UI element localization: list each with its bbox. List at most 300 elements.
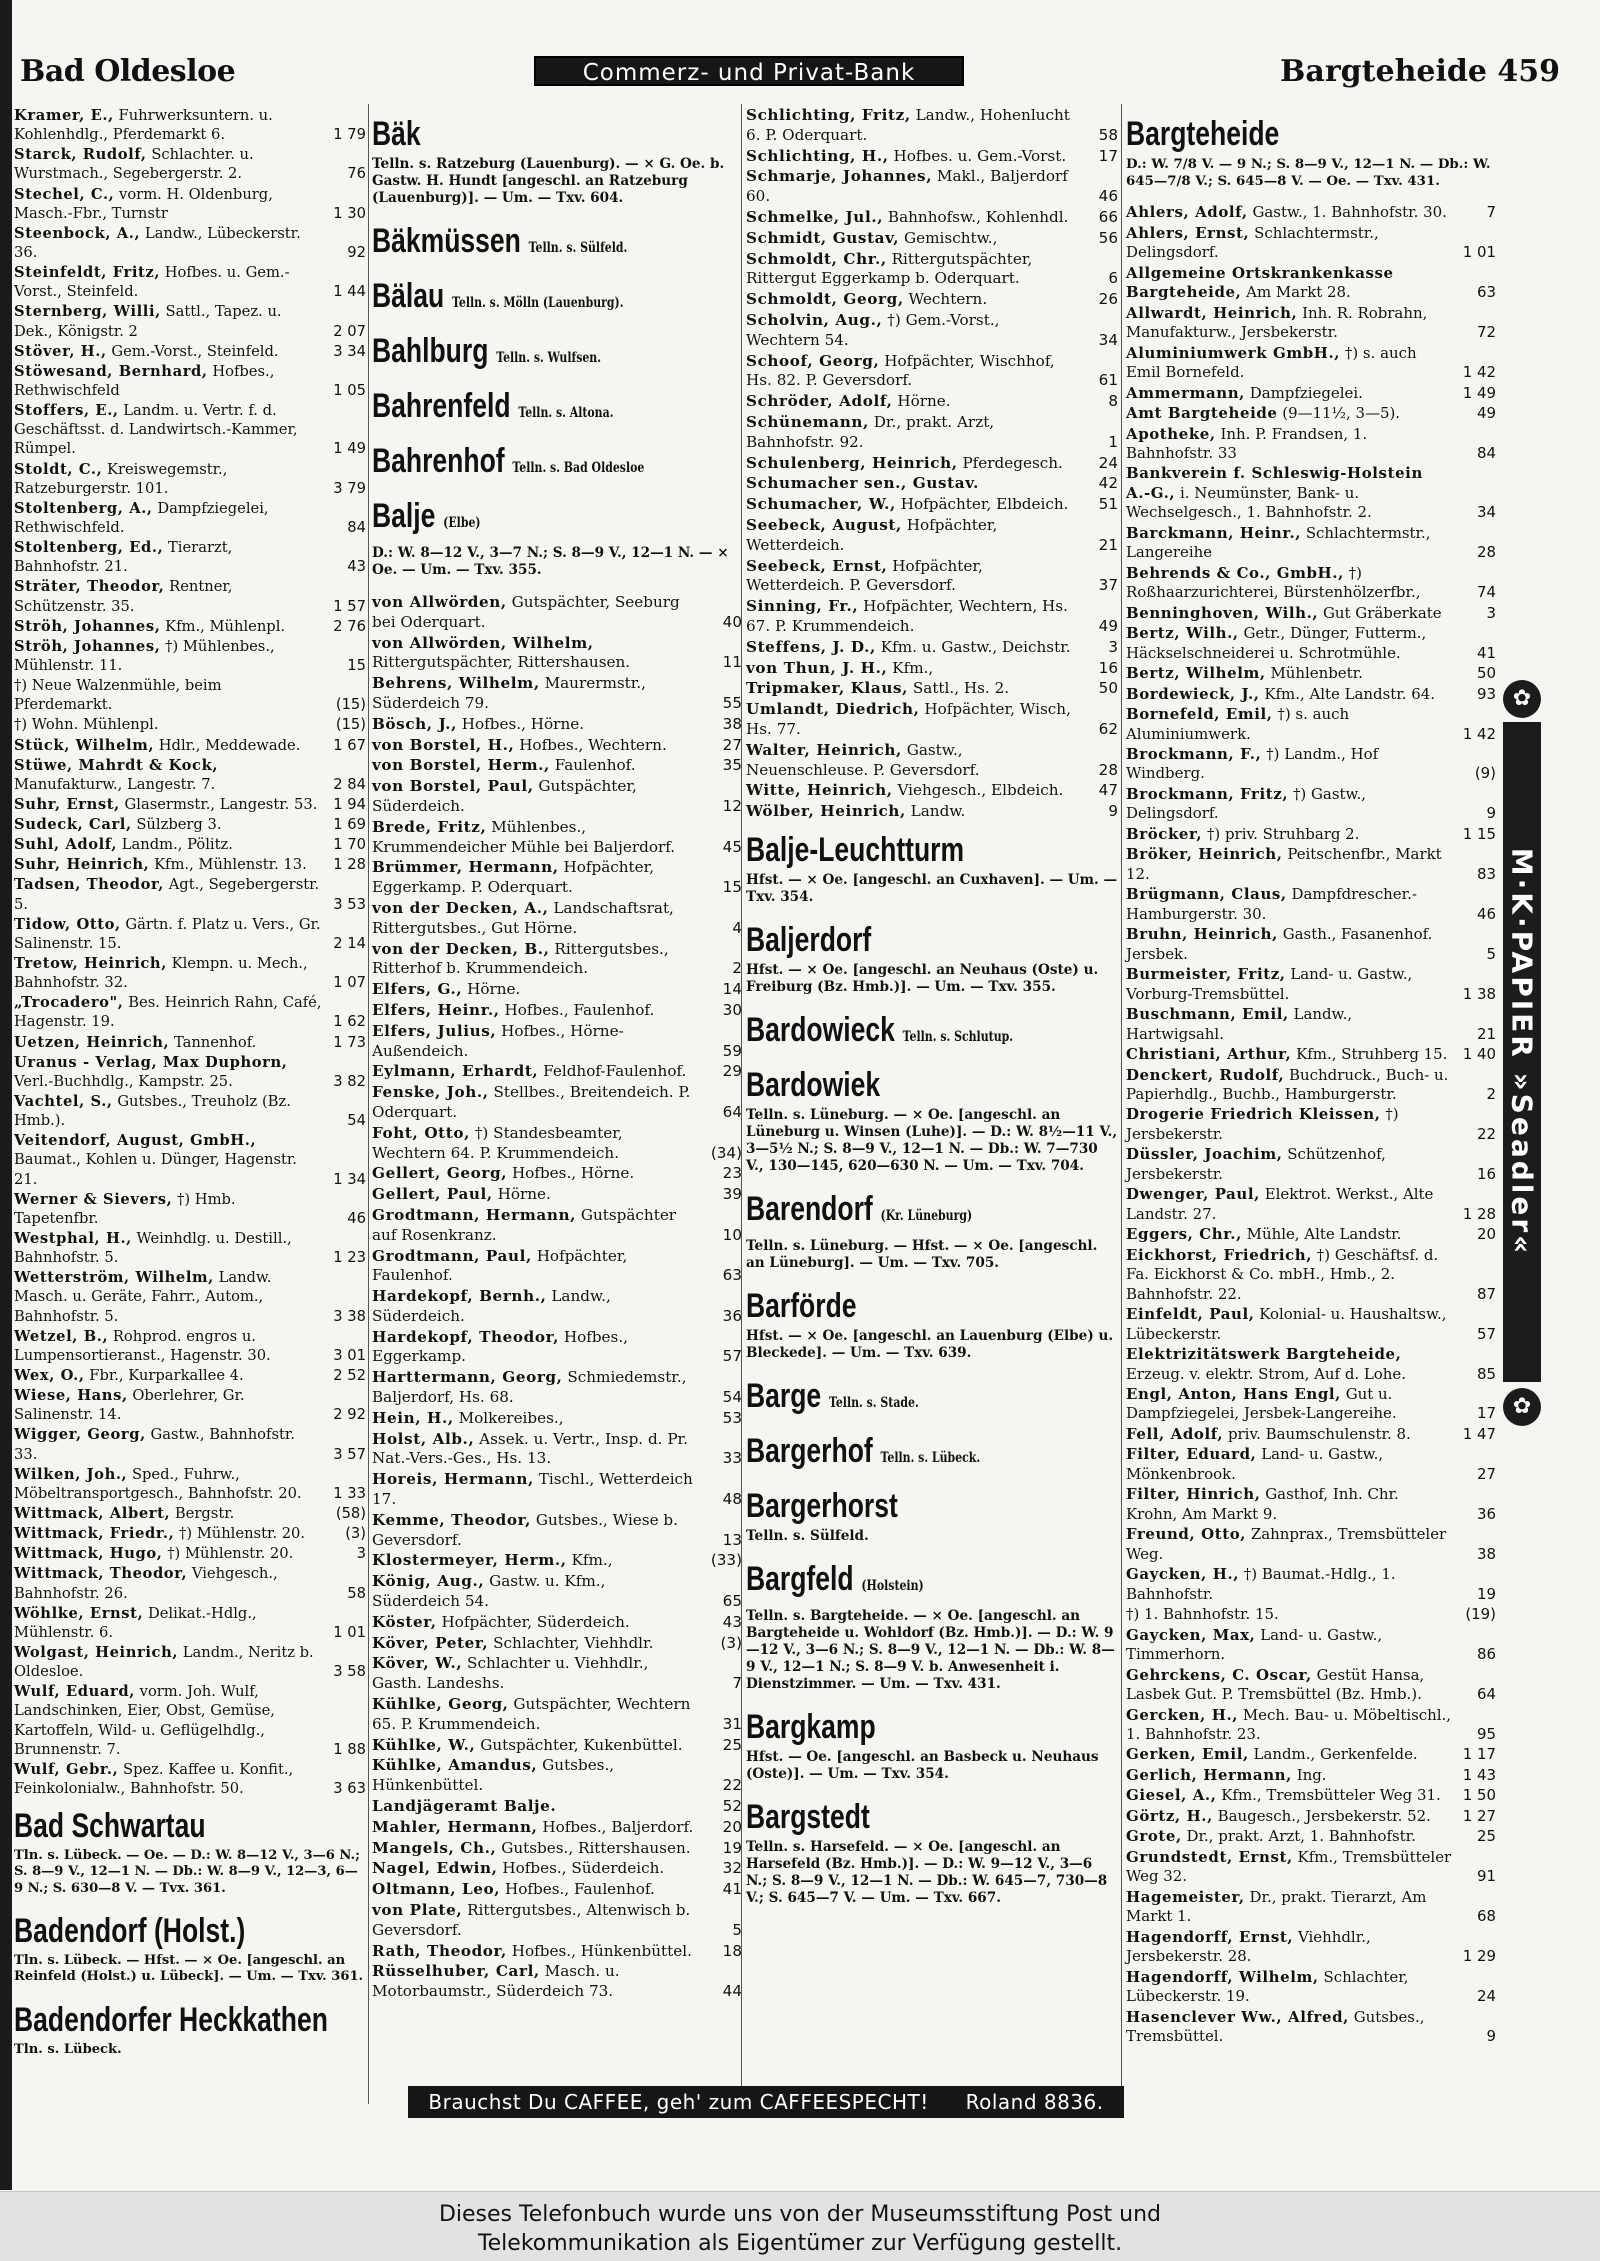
subscriber-details: †) Mühlenstr. 20. — [178, 1525, 306, 1543]
subscriber-details: Hofbes., Rethwischfeld — [14, 362, 275, 399]
place-heading — [372, 114, 661, 154]
listing-entry — [372, 1859, 742, 1879]
phone-number: 85 — [1476, 1364, 1496, 1383]
subscriber-details: Landw. — [910, 802, 966, 821]
listing-entry — [1126, 1445, 1496, 1484]
subscriber-name: Elektrizitätswerk Bargteheide, — [1126, 1345, 1402, 1364]
subscriber-name: Grote, — [1126, 1827, 1182, 1846]
subscriber-name: Stöver, H., — [14, 342, 107, 360]
phone-number: 46 — [347, 1209, 366, 1227]
phone-number: 48 — [722, 1490, 742, 1509]
subscriber-details: Mühlenbetr. — [1270, 664, 1363, 683]
subscriber-name: Sinning, Fr., — [746, 597, 859, 616]
phone-number: 3 01 — [333, 1346, 366, 1364]
phone-number: 1 30 — [333, 204, 366, 222]
listing-entry — [372, 1797, 742, 1817]
place-name: Bad Schwartau — [14, 1807, 206, 1846]
subscriber-details: Schützenhof, Jersbekerstr. — [1126, 1145, 1386, 1183]
phone-number: 7 — [1486, 203, 1496, 222]
listing-entry — [1126, 1766, 1496, 1785]
listing-entry — [372, 1634, 742, 1654]
subscriber-name: Walter, Heinrich, — [746, 740, 902, 759]
place-name: Baljerdorf — [746, 920, 872, 959]
phone-number: 21 — [1476, 1024, 1496, 1043]
phone-number: 45 — [722, 837, 742, 856]
subscriber-details: Mühlenbes., Krummendeicher Mühle bei Baljerdorf. — [372, 817, 676, 856]
phone-number: 1 28 — [333, 856, 366, 874]
phone-number: 5 — [1486, 944, 1496, 963]
place-heading — [746, 1065, 1036, 1105]
listing-entry — [746, 474, 1118, 494]
listing-entry — [372, 756, 742, 776]
phone-number: 1 — [1108, 432, 1118, 451]
subscriber-details: †) Landm., Hof Windberg. — [1126, 745, 1379, 783]
phone-number: (34) — [710, 1143, 742, 1162]
subscriber-details: Landw., Hohenlucht 6. P. Oderquart. — [746, 106, 1070, 144]
phone-number: 2 76 — [333, 617, 366, 635]
subscriber-name: Brümmer, Hermann, — [372, 858, 559, 877]
listing-entry — [1126, 1888, 1496, 1927]
phone-number: 20 — [722, 1817, 742, 1836]
subscriber-name: Suhr, Heinrich, — [14, 856, 150, 874]
place-heading — [372, 221, 661, 268]
subscriber-details: Viehgesch., Elbdeich. — [897, 781, 1064, 800]
place-block — [372, 441, 742, 488]
listing-entry — [14, 1564, 366, 1602]
subscriber-details: Gutsbes., Hünkenbüttel. — [372, 1756, 615, 1795]
phone-number: 12 — [722, 796, 742, 815]
subscriber-details: Mühle, Alte Landstr. — [1246, 1225, 1402, 1244]
phone-number: 32 — [722, 1859, 742, 1878]
listing-entry — [1126, 264, 1496, 303]
phone-number: 50 — [1098, 679, 1118, 698]
subscriber-details: Fuhrwerksuntern. u. Kohlenhdlg., Pferdemarkt 6. — [14, 107, 273, 144]
subscriber-name: von Allwörden, — [372, 593, 507, 611]
listing-entry — [14, 1604, 366, 1642]
subscriber-details: Gutsbes., Rittershausen. — [501, 1838, 691, 1857]
listing-entry — [14, 577, 366, 615]
phone-number: 53 — [722, 1408, 742, 1427]
notice-line: Telekommunikation als Eigentümer zur Verfügung gestellt. — [477, 2231, 1123, 2256]
subscriber-name: Steffens, J. D., — [746, 637, 876, 656]
subscriber-name: Aluminiumwerk GmbH., — [1126, 343, 1341, 362]
subscriber-details: Landw., Hartwigsahl. — [1126, 1005, 1353, 1043]
listing-entry — [14, 637, 366, 675]
subscriber-details: Wechtern. — [908, 290, 988, 309]
listing-entry — [372, 1880, 742, 1900]
subscriber-details: Dr., prakt. Arzt, 1. Bahnhofstr. — [1186, 1827, 1416, 1846]
subscriber-name: Uetzen, Heinrich, — [14, 1033, 170, 1051]
phone-number: 1 67 — [333, 736, 366, 754]
subscriber-details: Gutspächter, Kukenbüttel. — [480, 1735, 683, 1754]
subscriber-details: Buchdruck., Buch- u. Papierhdlg., Buchb., Hamburgerstr. — [1126, 1065, 1449, 1103]
listing-entry — [14, 499, 366, 537]
subscriber-name: Schmoldt, Chr., — [746, 249, 887, 268]
place-heading — [746, 1376, 1036, 1423]
subscriber-details: Land- u. Gastw., Mönkenbrook. — [1126, 1445, 1384, 1483]
subscriber-details: Kreiswegemstr., Ratzeburgerstr. 101. — [14, 460, 228, 497]
subscriber-name: Elfers, Julius, — [372, 1021, 497, 1040]
listing-entry — [1126, 425, 1496, 464]
subscriber-name: Hagemeister, — [1126, 1887, 1245, 1906]
subscriber-name: Köver, Peter, — [372, 1633, 489, 1652]
subscriber-details: †) 1. Bahnhofstr. 15. — [1126, 1605, 1279, 1624]
header-bank-ad: Commerz- und Privat-Bank — [534, 56, 964, 86]
subscriber-name: Buschmann, Emil, — [1126, 1005, 1289, 1024]
subscriber-details: Hofbes., Hörne-Außendeich. — [372, 1021, 624, 1060]
subscriber-details: Spez. Kaffee u. Konfit., Feinkolonialw., Bahnhofstr. 50. — [14, 1760, 294, 1797]
subscriber-name: Vachtel, S., — [14, 1093, 113, 1111]
place-block — [746, 1707, 1118, 1783]
subscriber-name: Stoltenberg, Ed., — [14, 539, 164, 557]
page-header — [14, 52, 1560, 96]
place-heading — [746, 1486, 1036, 1526]
phone-number: 46 — [1476, 904, 1496, 923]
listing-entry — [746, 147, 1118, 167]
subscriber-details: Kfm., Alte Landstr. 64. — [1264, 684, 1436, 703]
place-note: Telln. s. Sülfeld. — [528, 240, 628, 256]
subscriber-name: von Allwörden, Wilhelm, — [372, 633, 594, 652]
listing-entry — [14, 993, 366, 1031]
listing-entry — [372, 940, 742, 980]
phone-number: 1 23 — [333, 1249, 366, 1267]
phone-number: 57 — [722, 1347, 742, 1366]
listing-entry — [1126, 885, 1496, 924]
subscriber-details: Gutspächter, Seeburg bei Oderquart. — [372, 593, 680, 631]
place-note: (Holstein) — [861, 1577, 924, 1594]
listing-entry — [1126, 1848, 1496, 1887]
listing-entry — [746, 311, 1118, 351]
phone-number: 6 — [1108, 269, 1118, 288]
subscriber-name: Görtz, H., — [1126, 1806, 1213, 1825]
phone-number: 84 — [1476, 443, 1496, 462]
subscriber-name: Engl, Anton, Hans Engl, — [1126, 1385, 1341, 1403]
phone-number: 1 42 — [1462, 724, 1496, 743]
subscriber-details: Kfm., Mühlenpl. — [165, 617, 286, 635]
listing-entry — [372, 1695, 742, 1735]
subscriber-name: Mangels, Ch., — [372, 1838, 497, 1857]
listing-entry — [1126, 1605, 1496, 1624]
phone-number: 86 — [1476, 1645, 1496, 1664]
subscriber-name: Hagendorff, Wilhelm, — [1126, 1967, 1319, 1986]
subscriber-name: Tidow, Otto, — [14, 915, 121, 933]
subscriber-name: Ahlers, Ernst, — [1126, 223, 1250, 242]
column-2 — [372, 106, 742, 2003]
place-note: Telln. s. Stade. — [828, 1394, 919, 1411]
phone-number: 1 49 — [333, 440, 366, 458]
subscriber-name: Brockmann, Fritz, — [1126, 784, 1289, 803]
phone-number: 68 — [1476, 1907, 1496, 1926]
subscriber-name: Witte, Heinrich, — [746, 781, 893, 800]
subscriber-details: Hofbes., Faulenhof. — [504, 1000, 655, 1019]
phone-number: 16 — [1098, 658, 1118, 677]
phone-number: 93 — [1476, 684, 1496, 703]
phone-number: 2 84 — [333, 775, 366, 793]
subscriber-name: Bröcker, — [1126, 824, 1203, 843]
place-heading — [14, 1806, 289, 1846]
subscriber-details: Gem.-Vorst., Steinfeld. — [111, 342, 279, 360]
subscriber-details: Baumat., Kohlen u. Dünger, Hagenstr. 21. — [14, 1151, 297, 1188]
subscriber-name: Sträter, Theodor, — [14, 578, 165, 596]
subscriber-name: Bankverein f. Schleswig-Holstein A.-G., — [1126, 464, 1423, 502]
subscriber-details: Feldhof-Faulenhof. — [543, 1062, 687, 1081]
subscriber-details: †) Neue Walzenmühle, beim Pferdemarkt. — [14, 677, 222, 714]
listing-entry — [1126, 1666, 1496, 1705]
listing-entry — [746, 802, 1118, 822]
place-heading — [372, 441, 661, 488]
phone-number: 54 — [722, 1388, 742, 1407]
place-heading — [746, 1559, 1036, 1606]
subscriber-name: Elfers, Heinr., — [372, 1000, 500, 1019]
phone-number: 1 94 — [333, 795, 366, 813]
subscriber-name: Stöwesand, Bernhard, — [14, 362, 208, 380]
place-name: Barendorf — [746, 1189, 873, 1228]
listing-entry — [14, 795, 366, 814]
phone-number: 59 — [722, 1041, 742, 1060]
phone-number: 3 79 — [333, 479, 366, 497]
listing-entry — [14, 1544, 366, 1563]
subscriber-name: Schumacher sen., Gustav. — [746, 474, 979, 493]
place-block — [372, 331, 742, 378]
subscriber-name: Gaycken, H., — [1126, 1565, 1240, 1584]
listing-entry — [372, 980, 742, 1000]
subscriber-name: von der Decken, A., — [372, 898, 549, 917]
subscriber-details: Hofbes., Hörne. — [461, 714, 585, 733]
listing-entry — [14, 736, 366, 755]
subscriber-details: †) Geschäftsf. d. Fa. Eickhorst & Co. mbH., Hmb., 2. Bahnhofstr. 22. — [1126, 1245, 1439, 1303]
subscriber-details: Kfm., — [892, 658, 934, 677]
subscriber-name: Grodtmann, Paul, — [372, 1246, 532, 1265]
listing-entry — [746, 229, 1118, 249]
subscriber-name: Eylmann, Erhardt, — [372, 1062, 539, 1081]
subscriber-name: Kemme, Theodor, — [372, 1510, 531, 1529]
phone-number: 21 — [1098, 535, 1118, 554]
phone-number: 1 40 — [1462, 1045, 1496, 1064]
subscriber-name: Ströh, Johannes, — [14, 617, 161, 635]
subscriber-details: Hofbes., Hünkenbüttel. — [511, 1941, 692, 1960]
subscriber-name: Scholvin, Aug., — [746, 310, 883, 329]
subscriber-details: Kfm., Tremsbütteler Weg 31. — [1221, 1786, 1441, 1805]
column-divider — [1121, 104, 1122, 2104]
listing-entry — [372, 1328, 742, 1368]
subscriber-details: Gasthof, Inh. Chr. Krohn, Am Markt 9. — [1126, 1485, 1399, 1523]
phone-number: 2 52 — [333, 1367, 366, 1384]
place-note: Telln. s. Mölln (Lauenburg). — [452, 295, 624, 311]
subscriber-details: Gutspächter, Wechtern 65. P. Krummendeich. — [372, 1695, 691, 1733]
subscriber-details: Gut Gräberkate — [1322, 603, 1442, 622]
subscriber-details: Landm., Gerkenfelde. — [1253, 1745, 1418, 1764]
subscriber-name: Rüsselhuber, Carl, — [372, 1962, 540, 1981]
place-heading — [372, 331, 661, 378]
phone-number: 36 — [722, 1306, 742, 1325]
phone-number: 24 — [1476, 1987, 1496, 2006]
listing-entry — [746, 679, 1118, 699]
listing-entry — [1126, 2008, 1496, 2047]
subscriber-details: Sülzberg 3. — [136, 816, 222, 834]
listing-entry — [372, 1551, 742, 1571]
subscriber-name: Wöhlke, Ernst, — [14, 1604, 144, 1622]
subscriber-name: Gerlich, Hermann, — [1126, 1765, 1292, 1784]
subscriber-details: Erzeug. v. elektr. Strom, Auf d. Lohe. — [1126, 1364, 1406, 1383]
subscriber-details: Rentner, Schützenstr. 35. — [14, 578, 233, 615]
listing-entry — [1126, 604, 1496, 623]
subscriber-details: Gärtn. f. Platz u. Vers., Gr. Salinenstr. 15. — [14, 915, 321, 952]
subscriber-details: Gasth., Fasanenhof. Jersbek. — [1126, 925, 1433, 963]
phone-number: 19 — [722, 1838, 742, 1857]
subscriber-details: Dr., prakt. Arzt, Bahnhofstr. 92. — [746, 412, 995, 451]
phone-number: 4 — [732, 918, 742, 937]
place-name: Badendorf (Holst.) — [14, 1912, 246, 1951]
phone-number: 58 — [1098, 125, 1118, 144]
subscriber-details: Inh. R. Robrahn, Manufakturw., Jersbekerstr. — [1126, 303, 1428, 342]
listing-entry — [372, 818, 742, 858]
phone-number: 14 — [722, 980, 742, 999]
phone-number: 19 — [1476, 1584, 1496, 1603]
subscriber-name: von Borstel, Herm., — [372, 756, 550, 775]
listing-entry — [1126, 965, 1496, 1004]
listing-entry — [372, 1247, 742, 1287]
subscriber-name: Wigger, Georg, — [14, 1426, 146, 1444]
listing-entry — [1126, 1928, 1496, 1967]
subscriber-name: Stück, Wilhelm, — [14, 736, 155, 754]
place-info: Hfst. — Oe. [angeschl. an Basbeck u. Neuhaus (Oste)]. — Um. — Txv. 354. — [746, 1748, 1099, 1782]
subscriber-name: Fenske, Joh., — [372, 1083, 489, 1102]
place-name: Bardowiek — [746, 1065, 881, 1104]
place-info: Tln. s. Lübeck. — [14, 2041, 122, 2057]
listing-entry — [372, 1839, 742, 1859]
phone-number: 50 — [1476, 664, 1496, 683]
listing-entry — [14, 676, 366, 714]
subscriber-name: Bruhn, Heinrich, — [1126, 925, 1278, 944]
header-right-title: Bargteheide 459 — [1280, 54, 1560, 89]
subscriber-name: Veitendorf, August, GmbH., — [14, 1132, 257, 1150]
subscriber-details: Masch. u. Motorbaumstr., Süderdeich 73. — [372, 1962, 620, 2001]
phone-number: 3 — [1108, 637, 1118, 656]
place-name: Bargteheide — [1126, 115, 1280, 153]
subscriber-name: Schmidt, Gustav, — [746, 228, 900, 247]
subscriber-name: Westphal, H., — [14, 1230, 132, 1248]
listing-entry — [1126, 1786, 1496, 1805]
subscriber-name: Kühlke, W., — [372, 1735, 476, 1754]
subscriber-details: Schlachtermstr., Delingsdorf. — [1126, 223, 1379, 262]
subscriber-details: Land- u. Gastw., Timmerhorn. — [1126, 1625, 1383, 1664]
phone-number: (9) — [1474, 764, 1496, 783]
subscriber-details: †) Wohn. Mühlenpl. — [14, 716, 159, 734]
column-divider — [368, 104, 369, 2104]
place-name: Bargerhof — [746, 1431, 873, 1470]
phone-number: 1 28 — [1462, 1204, 1496, 1223]
phone-number: 43 — [722, 1612, 742, 1631]
subscriber-name: Hasenclever Ww., Alfred, — [1126, 2007, 1349, 2026]
phone-number: 3 57 — [333, 1445, 366, 1463]
listing-entry — [746, 352, 1118, 392]
listing-entry — [14, 1268, 366, 1325]
subscriber-details: Elektrot. Werkst., Alte Landstr. 27. — [1126, 1185, 1434, 1223]
subscriber-name: Landjägeramt Balje. — [372, 1797, 557, 1816]
phone-number: 9 — [1486, 804, 1496, 823]
phone-number: 55 — [722, 693, 742, 712]
phone-number: 1 33 — [333, 1484, 366, 1502]
place-block — [1126, 114, 1496, 189]
subscriber-name: Gercken, H., — [1126, 1705, 1239, 1724]
subscriber-details: Verl.-Buchhdlg., Kampstr. 25. — [14, 1072, 233, 1090]
listing-entry — [14, 1229, 366, 1267]
listing-entry — [14, 617, 366, 636]
subscriber-details: Hofpächter, Faulenhof. — [372, 1246, 628, 1285]
subscriber-name: Filter, Hinrich, — [1126, 1485, 1261, 1504]
listing-entry — [746, 516, 1118, 556]
place-block — [746, 1486, 1118, 1545]
listing-entry — [14, 302, 366, 340]
footer-ad-phone: Roland 8836. — [965, 2090, 1104, 2114]
listing-entry — [14, 715, 366, 734]
place-block — [746, 920, 1118, 996]
listing-entry — [372, 1409, 742, 1429]
phone-number: 9 — [1108, 802, 1118, 821]
subscriber-name: Wulf, Eduard, — [14, 1683, 135, 1701]
phone-number: (33) — [710, 1551, 742, 1570]
listing-entry — [746, 700, 1118, 740]
place-name: Bälau — [372, 277, 445, 315]
phone-number: 23 — [722, 1164, 742, 1183]
listing-entry — [372, 1062, 742, 1082]
phone-number: 22 — [722, 1776, 742, 1795]
phone-number: (58) — [335, 1504, 366, 1522]
subscriber-details: Landw., Lübeckerstr. 36. — [14, 224, 301, 261]
subscriber-details: Molkereibes., — [458, 1408, 564, 1427]
subscriber-name: Mahler, Hermann, — [372, 1817, 538, 1836]
phone-number: 1 17 — [1462, 1745, 1496, 1764]
listing-entry — [1126, 564, 1496, 603]
place-block — [372, 276, 742, 323]
footer-ad-text: Brauchst Du CAFFEE, geh' zum CAFFEESPECHT! — [428, 2090, 929, 2114]
subscriber-name: Bösch, J., — [372, 714, 457, 733]
phone-number: 66 — [1098, 207, 1118, 226]
subscriber-name: Hein, H., — [372, 1408, 454, 1427]
listing-entry — [14, 1425, 366, 1463]
phone-number: 37 — [1098, 576, 1118, 595]
listing-entry — [14, 815, 366, 834]
subscriber-name: Gehrckens, C. Oscar, — [1126, 1665, 1312, 1684]
subscriber-name: Elfers, G., — [372, 980, 463, 999]
phone-number: 28 — [1476, 543, 1496, 562]
subscriber-details: Viehhdlr., Jersbekerstr. 28. — [1126, 1927, 1371, 1966]
listing-entry — [14, 185, 366, 223]
subscriber-name: Stechel, C., — [14, 185, 115, 203]
subscriber-details: Getr., Dünger, Futterm., Häckselschneiderei u. Schrotmühle. — [1126, 624, 1427, 662]
place-info: Telln. s. Lüneburg. — Hfst. — × Oe. [angeschl. an Lüneburg]. — Um. — Txv. 705. — [746, 1237, 1098, 1271]
subscriber-name: Harttermann, Georg, — [372, 1368, 563, 1387]
phone-number: (15) — [335, 696, 366, 714]
subscriber-details: priv. Baumschulenstr. 8. — [1227, 1424, 1411, 1443]
subscriber-name: Suhl, Adolf, — [14, 836, 118, 854]
place-name: Bahrenhof — [372, 442, 505, 480]
subscriber-name: Einfeldt, Paul, — [1126, 1305, 1255, 1324]
listing-entry — [1126, 1565, 1496, 1604]
listing-entry — [746, 638, 1118, 658]
subscriber-details: Hofpächter, Wetterdeich. P. Geversdorf. — [746, 556, 983, 595]
phone-number: 1 69 — [333, 816, 366, 834]
listing-entry — [746, 208, 1118, 228]
phone-number: 1 47 — [1462, 1424, 1496, 1443]
phone-number: 34 — [1098, 330, 1118, 349]
subscriber-name: Bröker, Heinrich, — [1126, 845, 1283, 864]
place-info: Tln. s. Lübeck. — Hfst. — × Oe. [angeschl. an Reinfeld (Holst.) u. Lübeck]. — Um. — Txv. 361. — [14, 1953, 364, 1985]
phone-number: 36 — [1476, 1504, 1496, 1523]
listing-entry — [1126, 1005, 1496, 1044]
subscriber-name: Filter, Eduard, — [1126, 1445, 1257, 1464]
subscriber-name: Oltmann, Leo, — [372, 1880, 501, 1899]
